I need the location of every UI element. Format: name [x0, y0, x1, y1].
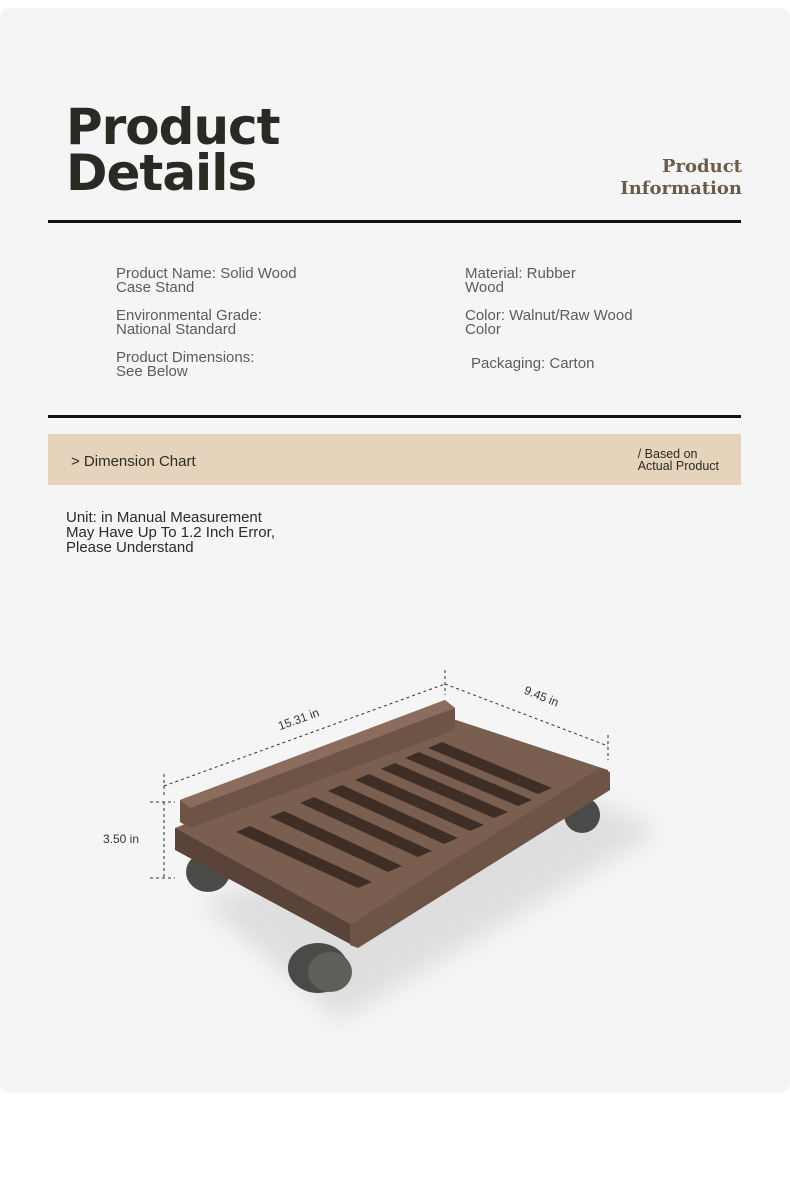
spec-material [465, 267, 576, 295]
spec-product-name-line1: Product Name: Solid Wood [116, 265, 297, 282]
unit-note-line2: May Have Up To 1.2 Inch Error, [66, 524, 275, 541]
unit-note-line1: Unit: in Manual Measurement [66, 509, 262, 526]
spec-grade-line1: Environmental Grade: [116, 307, 262, 324]
width-label: 9.45 in [522, 683, 561, 710]
dimension-chart-note [638, 448, 719, 472]
spec-color [465, 309, 633, 337]
spec-packaging-text: Packaging: Carton [471, 355, 595, 372]
dimension-chart-banner [48, 434, 741, 485]
height-label: 3.50 in [102, 832, 140, 846]
unit-note [66, 510, 275, 555]
spec-material-line1: Material: Rubber [465, 265, 576, 282]
spec-color-line2: Color [465, 321, 501, 338]
length-label: 15.31 in [276, 705, 322, 734]
spec-grade-line2: National Standard [116, 321, 237, 338]
section-subtitle-line1: Product [662, 156, 742, 177]
spec-dimensions [116, 351, 254, 379]
top-divider [48, 220, 741, 223]
page-title-line1: Product [66, 98, 280, 156]
section-subtitle [620, 156, 742, 200]
spec-product-name-line2: Case Stand [116, 279, 195, 296]
dimension-note-line2: Actual Product [637, 459, 719, 473]
product-illustration [0, 600, 790, 1060]
section-subtitle-line2: Information [620, 178, 742, 199]
dimension-chart-title: > Dimension Chart [71, 453, 196, 470]
unit-note-line3: Please Understand [66, 539, 194, 556]
spec-product-name [116, 267, 297, 295]
spec-material-line2: Wood [465, 279, 504, 296]
dimension-note-line1: / Based on [637, 447, 698, 461]
wheel-front-left-hub [308, 952, 352, 992]
spec-environmental-grade [116, 309, 262, 337]
page-title [66, 98, 280, 202]
spec-dimensions-line1: Product Dimensions: [116, 349, 255, 366]
spec-color-line1: Color: Walnut/Raw Wood [465, 307, 633, 324]
page-title-line2: Details [66, 144, 257, 202]
spec-packaging [471, 357, 594, 371]
spec-dimensions-line2: See Below [116, 363, 188, 380]
bottom-divider [48, 415, 741, 418]
